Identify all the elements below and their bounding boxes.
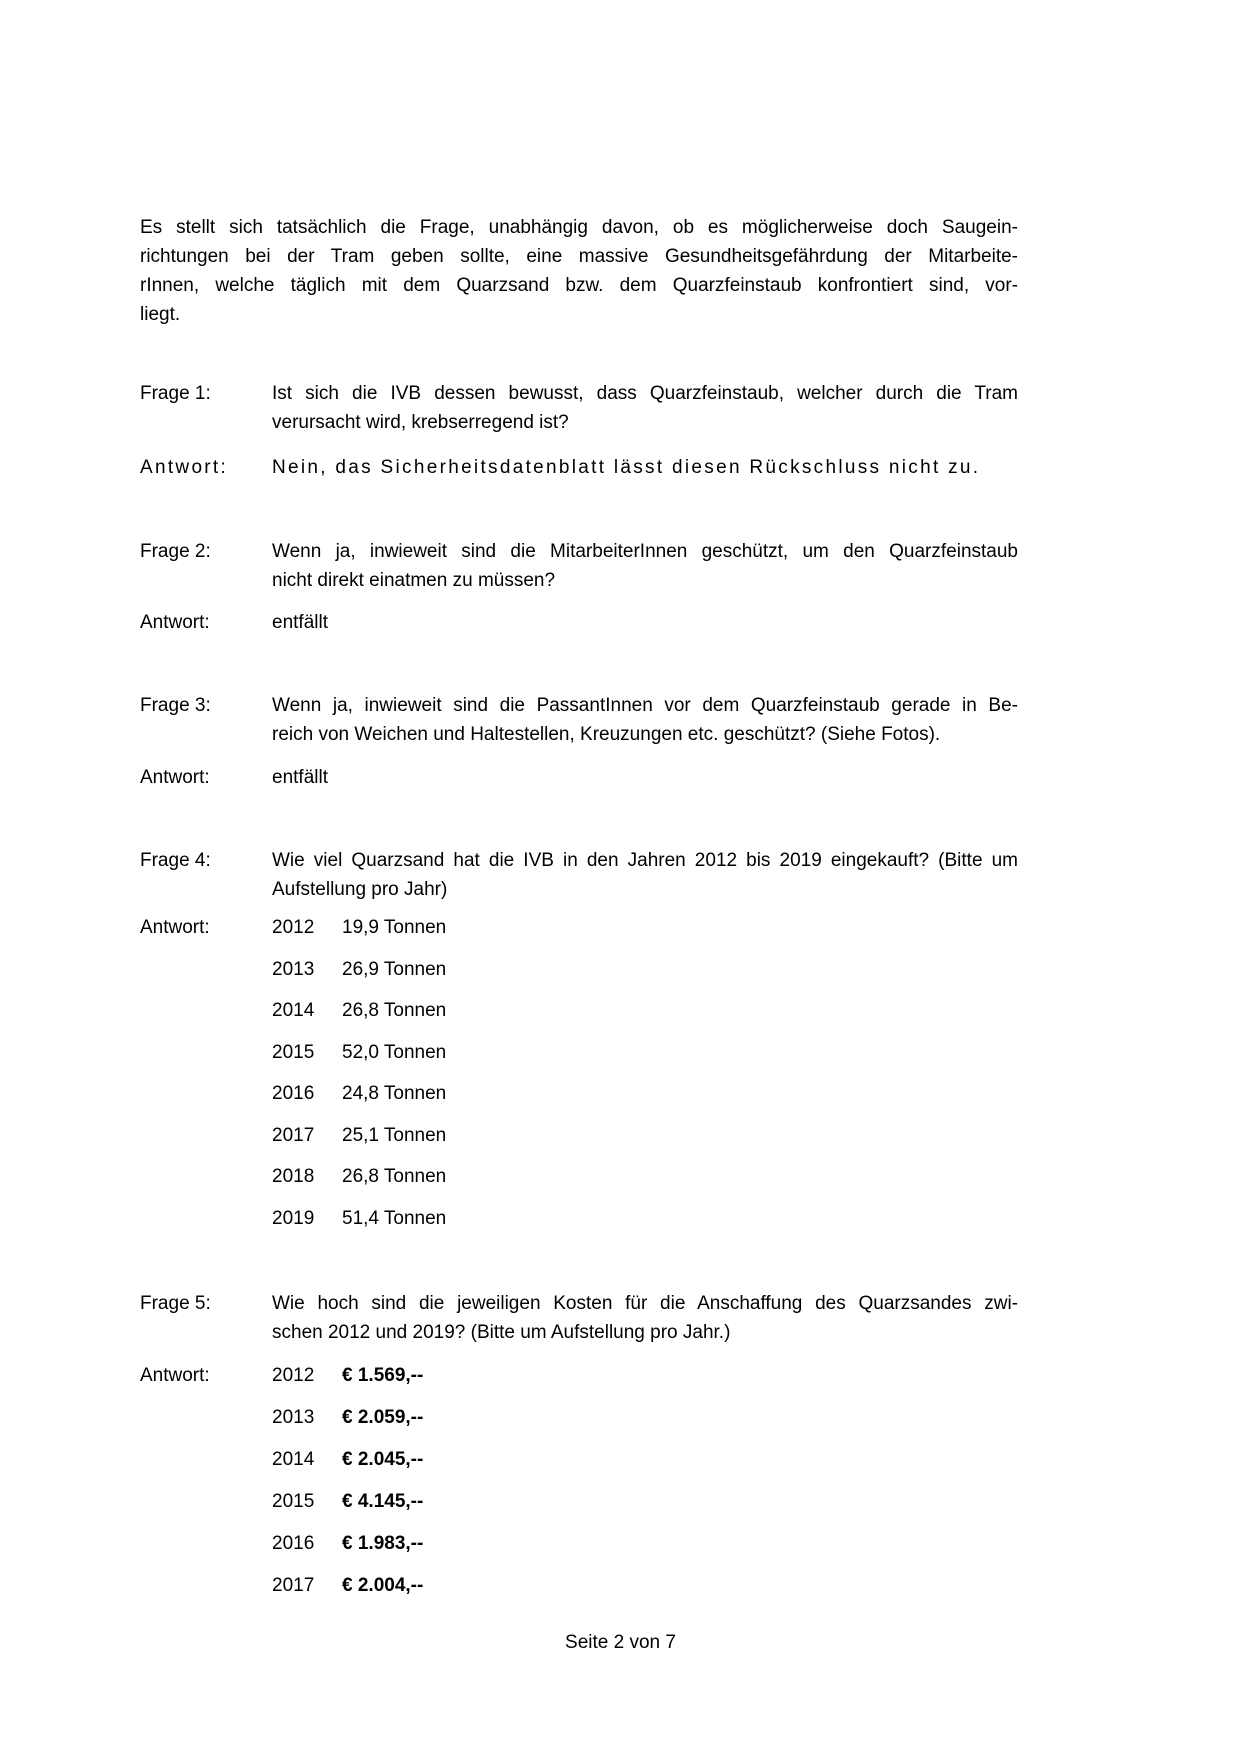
question-line: Ist sich die IVB dessen bewusst, dass Quarzfeinstaub, welcher durch die Tram bbox=[272, 383, 1018, 404]
value-cell: 19,9 Tonnen bbox=[342, 917, 447, 938]
question-label: Frage 5: bbox=[140, 1293, 211, 1314]
question-label: Frage 1: bbox=[140, 383, 211, 404]
qa-frage-2 bbox=[140, 537, 1018, 595]
table-row bbox=[272, 1403, 1018, 1432]
year-cell: 2016 bbox=[272, 1083, 315, 1104]
intro-line: liegt. bbox=[140, 304, 181, 325]
answer-label: Antwort: bbox=[140, 612, 210, 633]
value-cell: 52,0 Tonnen bbox=[342, 1041, 447, 1063]
question-line: Wenn ja, inwieweit sind die MitarbeiterInnen geschützt, um den Quarzfeinstaub bbox=[272, 541, 1018, 562]
intro-line: Es stellt sich tatsächlich die Frage, unabhängig davon, ob es möglicherweise doch Saugein- bbox=[140, 217, 1018, 238]
table-row bbox=[272, 1079, 1018, 1108]
table-row bbox=[272, 1038, 1018, 1067]
value-cell: € 2.004,-- bbox=[342, 1575, 424, 1596]
table-row bbox=[272, 1121, 1018, 1150]
year-cell: 2016 bbox=[272, 1533, 315, 1554]
year-cell: 2017 bbox=[272, 1124, 315, 1146]
year-cell: 2017 bbox=[272, 1575, 315, 1596]
question-line: reich von Weichen und Haltestellen, Kreuzungen etc. geschützt? (Siehe Fotos). bbox=[272, 724, 941, 745]
table-row bbox=[272, 913, 1018, 942]
year-cell: 2013 bbox=[272, 958, 315, 980]
question-line: Wenn ja, inwieweit sind die PassantInnen vor dem Quarzfeinstaub gerade in Be- bbox=[272, 695, 1018, 716]
intro-line: richtungen bei der Tram geben sollte, eine massive Gesundheitsgefährdung der Mitarbeite- bbox=[140, 246, 1018, 267]
year-cell: 2012 bbox=[272, 917, 315, 938]
question-label: Frage 2: bbox=[140, 541, 211, 562]
qa-antwort-5 bbox=[140, 1361, 1018, 1613]
qa-antwort-4 bbox=[140, 913, 1018, 1245]
table-row bbox=[272, 1204, 1018, 1233]
value-cell: 24,8 Tonnen bbox=[342, 1083, 447, 1104]
table-row bbox=[272, 1361, 1018, 1390]
question-line: verursacht wird, krebserregend ist? bbox=[272, 412, 569, 433]
qa-antwort-1 bbox=[140, 453, 1018, 482]
qa-antwort-3 bbox=[140, 763, 1018, 792]
table-row bbox=[272, 1487, 1018, 1516]
value-cell: 26,8 Tonnen bbox=[342, 1166, 447, 1187]
value-cell: 25,1 Tonnen bbox=[342, 1124, 447, 1146]
question-line: Wie hoch sind die jeweiligen Kosten für die Anschaffung des Quarzsandes zwi- bbox=[272, 1293, 1018, 1314]
value-cell: 26,9 Tonnen bbox=[342, 958, 447, 980]
year-cell: 2014 bbox=[272, 1000, 315, 1021]
question-label: Frage 3: bbox=[140, 695, 211, 716]
table-row bbox=[272, 1571, 1018, 1600]
year-cell: 2015 bbox=[272, 1041, 315, 1063]
answer-text: entfällt bbox=[272, 612, 328, 633]
question-line: Aufstellung pro Jahr) bbox=[272, 879, 448, 900]
answer-text: entfällt bbox=[272, 767, 328, 788]
qa-frage-5 bbox=[140, 1289, 1018, 1347]
year-cell: 2012 bbox=[272, 1365, 315, 1386]
value-cell: € 2.045,-- bbox=[342, 1449, 424, 1470]
question-label: Frage 4: bbox=[140, 850, 211, 871]
question-line: schen 2012 und 2019? (Bitte um Aufstellung pro Jahr.) bbox=[272, 1322, 731, 1343]
intro-paragraph bbox=[140, 213, 1018, 329]
value-cell: € 2.059,-- bbox=[342, 1407, 424, 1428]
question-line: nicht direkt einatmen zu müssen? bbox=[272, 570, 556, 591]
value-cell: € 4.145,-- bbox=[342, 1491, 424, 1512]
page-footer: Seite 2 von 7 bbox=[565, 1632, 676, 1653]
value-cell: 26,8 Tonnen bbox=[342, 1000, 447, 1021]
qa-frage-3 bbox=[140, 691, 1018, 749]
table-row bbox=[272, 996, 1018, 1025]
answer-label: Antwort: bbox=[140, 917, 210, 938]
qa-frage-4 bbox=[140, 846, 1018, 904]
table-row bbox=[272, 955, 1018, 984]
answer-label: Antwort: bbox=[140, 457, 229, 478]
table-row bbox=[272, 1162, 1018, 1191]
answer-label: Antwort: bbox=[140, 1365, 210, 1386]
value-cell: € 1.569,-- bbox=[342, 1365, 424, 1386]
table-row bbox=[272, 1529, 1018, 1558]
year-cell: 2018 bbox=[272, 1166, 315, 1187]
qa-frage-1 bbox=[140, 379, 1018, 437]
year-cell: 2019 bbox=[272, 1207, 315, 1229]
year-cell: 2015 bbox=[272, 1491, 315, 1512]
year-cell: 2013 bbox=[272, 1407, 315, 1428]
qa-antwort-2 bbox=[140, 608, 1018, 637]
intro-line: rInnen, welche täglich mit dem Quarzsand bzw. dem Quarzfeinstaub konfrontiert sind, vor- bbox=[140, 275, 1018, 296]
year-cell: 2014 bbox=[272, 1449, 315, 1470]
question-line: Wie viel Quarzsand hat die IVB in den Jahren 2012 bis 2019 eingekauft? (Bitte um bbox=[272, 850, 1018, 871]
answer-text: Nein, das Sicherheitsdatenblatt lässt diesen Rückschluss nicht zu. bbox=[272, 457, 981, 478]
answer-label: Antwort: bbox=[140, 767, 210, 788]
table-row bbox=[272, 1445, 1018, 1474]
value-cell: € 1.983,-- bbox=[342, 1533, 424, 1554]
value-cell: 51,4 Tonnen bbox=[342, 1207, 447, 1229]
